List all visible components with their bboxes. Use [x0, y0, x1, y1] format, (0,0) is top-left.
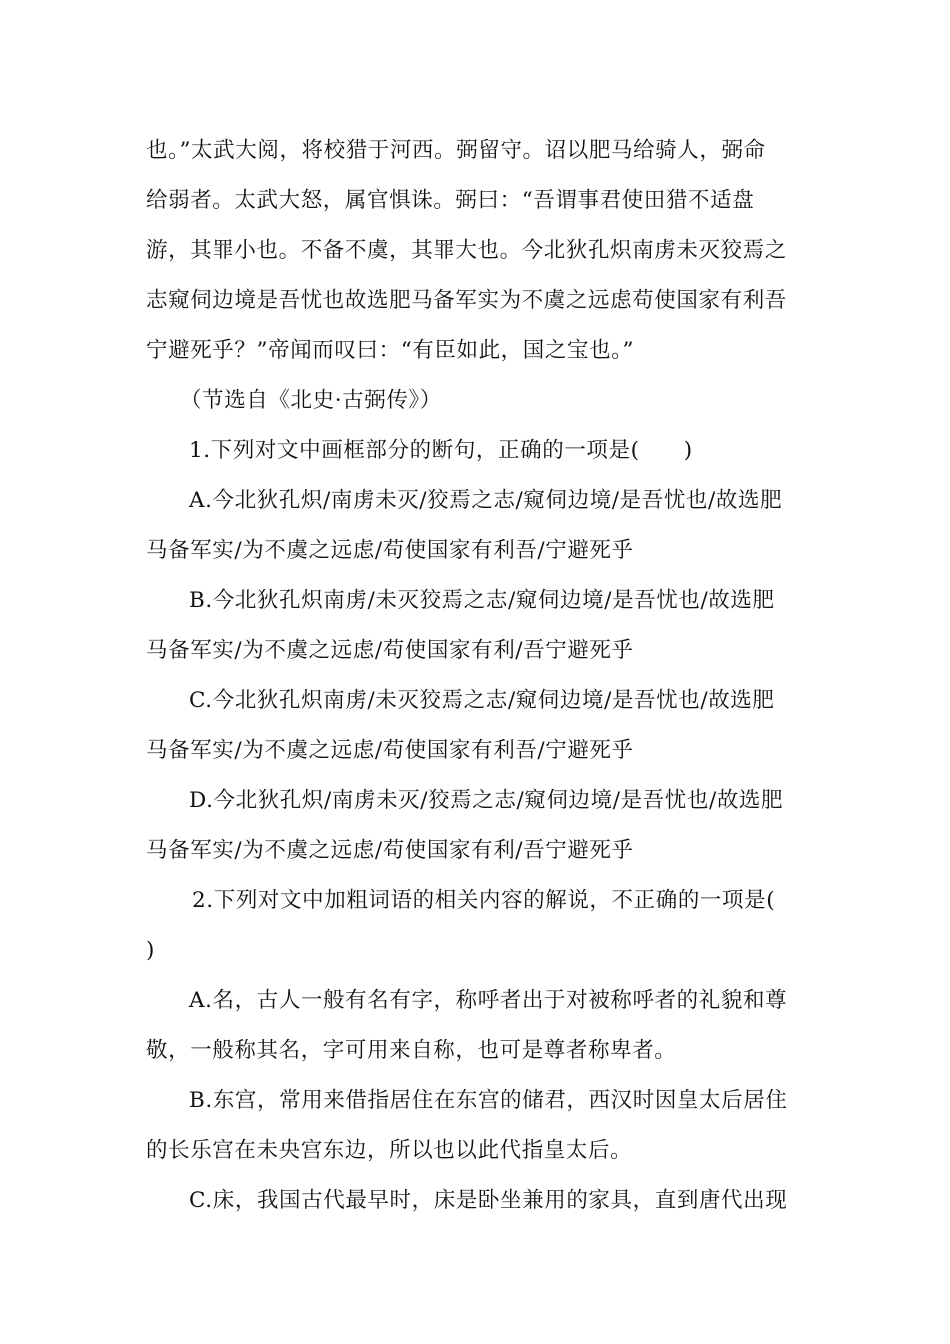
passage-line-2: 给弱者。太武大怒，属官惧诛。弼曰：“吾谓事君使田猎不适盘: [146, 188, 755, 213]
question-2-stem-line-2: ): [146, 938, 155, 963]
passage-line-3: 游，其罪小也。不备不虞，其罪大也。今北狄孔炽南虏未灭狡焉之: [146, 238, 787, 263]
question-1-option-c-line-1: C.今北狄孔炽南虏/未灭狡焉之志/窥伺边境/是吾忧也/故选肥: [189, 688, 775, 713]
question-2-option-b-line-1: B.东宫，常用来借指居住在东宫的储君，西汉时因皇太后居住: [189, 1088, 788, 1113]
question-1-option-d-line-1: D.今北狄孔炽/南虏未灭/狡焉之志/窥伺边境/是吾忧也/故选肥: [189, 788, 784, 813]
question-2-stem-line-1: 2.下列对文中加粗词语的相关内容的解说，不正确的一项是(: [192, 888, 776, 913]
passage-line-1: 也。”太武大阅，将校猎于河西。弼留守。诏以肥马给骑人，弼命: [146, 138, 766, 163]
question-2-option-a-line-2: 敬，一般称其名，字可用来自称，也可是尊者称卑者。: [146, 1038, 677, 1063]
question-1-option-d-line-2: 马备军实/为不虞之远虑/苟使国家有利/吾宁避死乎: [146, 838, 634, 863]
question-1-option-c-line-2: 马备军实/为不虞之远虑/苟使国家有利吾/宁避死乎: [146, 738, 634, 763]
passage-line-5: 宁避死乎？”帝闻而叹曰：“有臣如此，国之宝也。”: [146, 338, 635, 363]
question-1-option-b-line-2: 马备军实/为不虞之远虑/苟使国家有利/吾宁避死乎: [146, 638, 634, 663]
question-2-option-b-line-2: 的长乐宫在未央宫东边，所以也以此代指皇太后。: [146, 1138, 633, 1163]
question-1-stem: 1.下列对文中画框部分的断句，正确的一项是( ): [189, 438, 693, 463]
question-1-option-a-line-1: A.今北狄孔炽/南虏未灭/狡焉之志/窥伺边境/是吾忧也/故选肥: [189, 488, 783, 513]
question-2-option-a-line-1: A.名，古人一般有名有字，称呼者出于对被称呼者的礼貌和尊: [189, 988, 788, 1013]
question-1-option-a-line-2: 马备军实/为不虞之远虑/苟使国家有利吾/宁避死乎: [146, 538, 634, 563]
source-citation: （节选自《北史·古弼传》）: [180, 388, 442, 413]
question-2-option-c-line-1: C.床，我国古代最早时，床是卧坐兼用的家具，直到唐代出现: [189, 1188, 788, 1213]
question-1-option-b-line-1: B.今北狄孔炽南虏/未灭狡焉之志/窥伺边境/是吾忧也/故选肥: [189, 588, 775, 613]
passage-line-4: 志窥伺边境是吾忧也故选肥马备军实为不虞之远虑苟使国家有利吾: [146, 288, 787, 313]
